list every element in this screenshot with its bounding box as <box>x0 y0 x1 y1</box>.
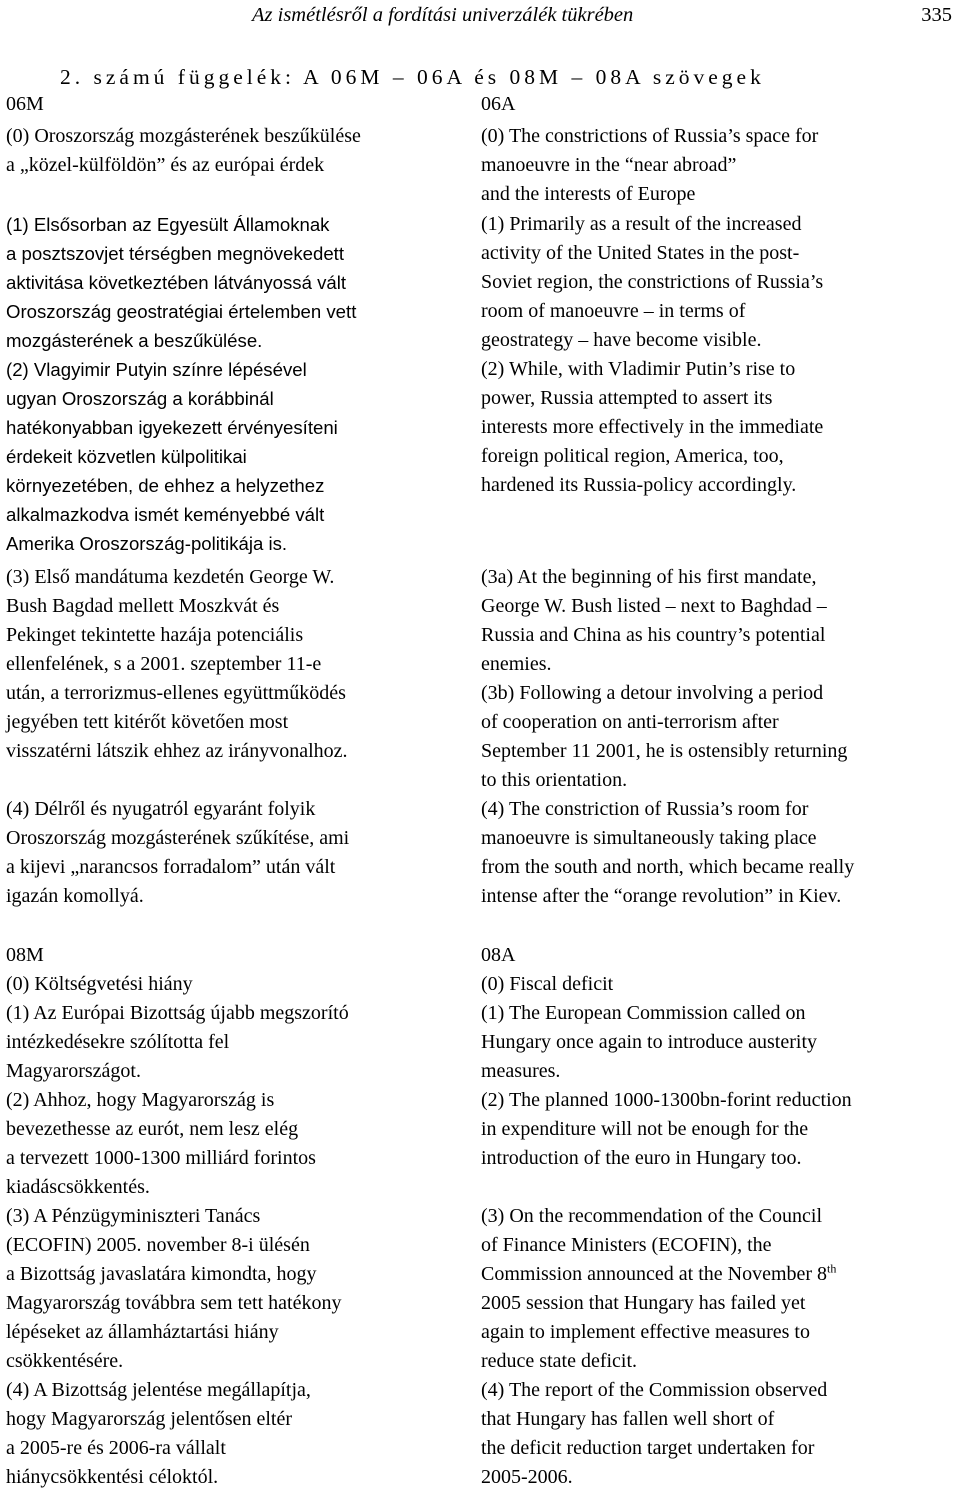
right-text-line <box>481 970 613 999</box>
right-text-line <box>481 592 827 621</box>
left-text-line <box>6 1115 298 1144</box>
right-line-text: (3b) Following a detour involving a period <box>481 682 824 704</box>
left-text-line <box>6 90 44 119</box>
left-text-line <box>6 1405 292 1434</box>
right-line-text: from the south and north, which became really <box>481 856 855 878</box>
right-text-line <box>481 413 823 442</box>
right-text-line <box>481 1289 805 1318</box>
right-line-text: 08A <box>481 944 516 966</box>
left-line-text: után, a terrorizmus-ellenes együttműködés <box>6 682 346 704</box>
left-text-line <box>6 882 144 911</box>
left-line-text: érdekeit közvetlen külpolitikai <box>6 446 247 467</box>
right-text-line <box>481 1057 560 1086</box>
right-text-line <box>481 1347 637 1376</box>
left-line-text: a Bizottság javaslatára kimondta, hogy <box>6 1263 317 1285</box>
left-line-text: (2) Vlagyimir Putyin színre lépésével <box>6 359 307 380</box>
left-line-text: (3) Első mandátuma kezdetén George W. <box>6 566 335 588</box>
running-header <box>252 2 952 28</box>
left-text-line <box>6 1434 226 1463</box>
superscript-ordinal: th <box>827 1261 837 1276</box>
right-line-text: activity of the United States in the post- <box>481 242 800 264</box>
left-line-text: Magyarországot. <box>6 1060 141 1082</box>
left-line-text: (1) Az Európai Bizottság újabb megszorító <box>6 1002 349 1024</box>
left-text-line <box>6 941 44 970</box>
right-line-text: room of manoeuvre – in terms of <box>481 300 746 322</box>
right-line-text: 06A <box>481 93 516 115</box>
left-text-line <box>6 1347 123 1376</box>
right-text-line <box>481 326 761 355</box>
right-text-line <box>481 1376 827 1405</box>
right-text-line <box>481 384 772 413</box>
right-text-line <box>481 1318 810 1347</box>
left-text-line <box>6 999 349 1028</box>
left-text-line <box>6 737 348 766</box>
right-text-line <box>481 650 552 679</box>
right-line-text: (2) While, with Vladimir Putin’s rise to <box>481 358 796 380</box>
left-line-text: bevezethesse az eurót, nem lesz elég <box>6 1118 299 1140</box>
left-line-text: csökkentésére. <box>6 1350 124 1372</box>
left-line-text: (0) Költségvetési hiány <box>6 973 193 995</box>
left-line-text: Oroszország geostratégiai értelemben vett <box>6 301 357 322</box>
left-text-line <box>6 1376 311 1405</box>
right-line-text: introduction of the euro in Hungary too. <box>481 1147 802 1169</box>
left-text-line <box>6 1289 341 1318</box>
right-line-text: (4) The report of the Commission observed <box>481 1379 828 1401</box>
left-text-line <box>6 1173 150 1202</box>
left-text-line <box>6 239 344 268</box>
right-text-line <box>481 999 806 1028</box>
right-line-text: (0) Fiscal deficit <box>481 973 614 995</box>
left-line-text: Bush Bagdad mellett Moszkvát és <box>6 595 280 617</box>
left-line-text: (0) Oroszország mozgásterének beszűkülése <box>6 125 361 147</box>
left-line-text: (2) Ahhoz, hogy Magyarország is <box>6 1089 275 1111</box>
left-text-line <box>6 151 324 180</box>
right-line-text: manoeuvre is simultaneously taking place <box>481 827 817 849</box>
left-text-line <box>6 1231 310 1260</box>
right-line-text: 2005 session that Hungary has failed yet <box>481 1292 806 1314</box>
left-text-line <box>6 592 279 621</box>
right-text-line <box>481 1202 822 1231</box>
running-title: Az ismétlésről a fordítási univerzálék tükrében <box>252 4 634 26</box>
right-text-line <box>481 1115 808 1144</box>
left-text-line <box>6 1260 316 1289</box>
right-text-line <box>481 1086 852 1115</box>
right-line-text: interests more effectively in the immediate <box>481 416 824 438</box>
right-line-text: manoeuvre in the “near abroad” <box>481 154 737 176</box>
right-text-line <box>481 239 799 268</box>
left-text-line <box>6 708 288 737</box>
left-line-text: a „közel-külföldön” és az európai érdek <box>6 154 325 176</box>
right-text-line <box>481 122 818 151</box>
right-line-text: and the interests of Europe <box>481 183 696 205</box>
left-line-text: visszatérni látszik ehhez az irányvonalhoz. <box>6 740 348 762</box>
right-text-line <box>481 708 779 737</box>
right-line-text: George W. Bush listed – next to Baghdad – <box>481 595 827 617</box>
right-text-line <box>481 1231 772 1260</box>
right-text-line <box>481 882 841 911</box>
right-line-text: reduce state deficit. <box>481 1350 638 1372</box>
right-text-line <box>481 1144 802 1173</box>
left-line-text: ugyan Oroszország a korábbinál <box>6 388 274 409</box>
right-text-line <box>481 297 745 326</box>
left-line-text: hiánycsökkentési céloktól. <box>6 1466 219 1488</box>
left-line-text: (4) A Bizottság jelentése megállapítja, <box>6 1379 311 1401</box>
right-text-line <box>481 766 627 795</box>
right-line-text: (1) The European Commission called on <box>481 1002 806 1024</box>
right-line-text: to this orientation. <box>481 769 628 791</box>
right-line-text: Commission announced at the November 8 <box>481 1263 828 1285</box>
left-text-line <box>6 384 274 413</box>
right-text-line <box>481 853 854 882</box>
left-text-line <box>6 970 193 999</box>
right-line-text: (0) The constrictions of Russia’s space for <box>481 125 819 147</box>
left-line-text: környezetében, de ehhez a helyzethez <box>6 475 325 496</box>
right-text-line <box>481 1463 573 1492</box>
left-line-text: a posztszovjet térségben megnövekedett <box>6 243 344 264</box>
left-line-text: jegyében tett kitérőt követően most <box>6 711 289 733</box>
right-line-text: in expenditure will not be enough for the <box>481 1118 809 1140</box>
left-line-text: aktivitása következtében látványossá vált <box>6 272 347 293</box>
right-line-text: intense after the “orange revolution” in Kiev. <box>481 885 842 907</box>
right-line-text: (3) On the recommendation of the Council <box>481 1205 823 1227</box>
left-line-text: ellenfelének, s a 2001. szeptember 11-e <box>6 653 322 675</box>
left-line-text: intézkedésekre szólította fel <box>6 1031 230 1053</box>
right-line-text: foreign political region, America, too, <box>481 445 784 467</box>
right-line-text: measures. <box>481 1060 561 1082</box>
left-line-text: hatékonyabban igyekezett érvényesíteni <box>6 417 338 438</box>
left-line-text: kiadáscsökkentés. <box>6 1176 150 1198</box>
right-text-line <box>481 180 695 209</box>
left-line-text: mozgásterének a beszűkülése. <box>6 330 263 351</box>
left-text-line <box>6 1144 316 1173</box>
left-text-line <box>6 1463 218 1492</box>
left-text-line <box>6 621 303 650</box>
left-text-line <box>6 1057 141 1086</box>
left-text-line <box>6 529 287 558</box>
left-text-line <box>6 1318 279 1347</box>
appendix-title: 2. számú függelék: A 06M – 06A és 08M – 08A szövegek <box>60 65 765 89</box>
left-line-text: Amerika Oroszország-politikája is. <box>6 533 288 554</box>
right-line-text: power, Russia attempted to assert its <box>481 387 773 409</box>
left-line-text: Oroszország mozgásterének szűkítése, ami <box>6 827 350 849</box>
left-text-line <box>6 853 335 882</box>
left-line-text: a kijevi „narancsos forradalom” után vált <box>6 856 336 878</box>
left-text-line <box>6 210 329 239</box>
right-line-text: 2005-2006. <box>481 1466 573 1488</box>
left-line-text: (3) A Pénzügyminiszteri Tanács <box>6 1205 261 1227</box>
right-text-line <box>481 1260 836 1289</box>
left-text-line <box>6 297 356 326</box>
left-text-line <box>6 122 361 151</box>
right-line-text: hardened its Russia-policy accordingly. <box>481 474 797 496</box>
left-text-line <box>6 824 349 853</box>
right-line-text: Soviet region, the constrictions of Russia’s <box>481 271 824 293</box>
right-text-line <box>481 563 816 592</box>
left-text-line <box>6 795 315 824</box>
right-line-text: (1) Primarily as a result of the increased <box>481 213 802 235</box>
right-text-line <box>481 737 847 766</box>
left-text-line <box>6 355 307 384</box>
right-line-text: enemies. <box>481 653 552 675</box>
left-line-text: Pekinget tekintette hazája potenciális <box>6 624 304 646</box>
right-line-text: geostrategy – have become visible. <box>481 329 762 351</box>
right-line-text: that Hungary has fallen well short of <box>481 1408 775 1430</box>
right-text-line <box>481 1434 814 1463</box>
right-line-text: of Finance Ministers (ECOFIN), the <box>481 1234 772 1256</box>
right-line-text: Hungary once again to introduce austerity <box>481 1031 817 1053</box>
left-text-line <box>6 1086 274 1115</box>
left-text-line <box>6 1028 229 1057</box>
right-line-text: Russia and China as his country’s potential <box>481 624 826 646</box>
right-text-line <box>481 90 515 119</box>
left-line-text: (ECOFIN) 2005. november 8-i ülésén <box>6 1234 310 1256</box>
right-text-line <box>481 210 801 239</box>
right-text-line <box>481 795 808 824</box>
left-text-line <box>6 326 262 355</box>
right-text-line <box>481 471 796 500</box>
left-line-text: 08M <box>6 944 44 966</box>
right-text-line <box>481 621 825 650</box>
right-line-text: (4) The constriction of Russia’s room for <box>481 798 809 820</box>
right-text-line <box>481 268 823 297</box>
left-line-text: igazán komollyá. <box>6 885 144 907</box>
left-text-line <box>6 471 324 500</box>
right-line-text: September 11 2001, he is ostensibly returning <box>481 740 848 762</box>
left-line-text: Magyarország továbbra sem tett hatékony <box>6 1292 342 1314</box>
right-line-text: (3a) At the beginning of his first mandate, <box>481 566 817 588</box>
left-text-line <box>6 500 324 529</box>
right-text-line <box>481 442 784 471</box>
right-text-line <box>481 355 795 384</box>
left-text-line <box>6 650 321 679</box>
left-text-line <box>6 563 334 592</box>
left-line-text: (4) Délről és nyugatról egyaránt folyik <box>6 798 316 820</box>
right-text-line <box>481 1028 817 1057</box>
right-line-text: again to implement effective measures to <box>481 1321 810 1343</box>
right-text-line <box>481 679 823 708</box>
left-text-line <box>6 413 338 442</box>
left-line-text: 06M <box>6 93 44 115</box>
left-line-text: lépéseket az államháztartási hiány <box>6 1321 279 1343</box>
right-text-line <box>481 151 736 180</box>
left-line-text: (1) Elsősorban az Egyesült Államoknak <box>6 214 330 235</box>
page-number: 335 <box>921 4 952 26</box>
left-line-text: a 2005-re és 2006-ra vállalt <box>6 1437 226 1459</box>
left-line-text: a tervezett 1000-1300 milliárd forintos <box>6 1147 316 1169</box>
right-text-line <box>481 1405 774 1434</box>
right-line-text: (2) The planned 1000-1300bn-forint reduction <box>481 1089 852 1111</box>
left-line-text: hogy Magyarország jelentősen eltér <box>6 1408 293 1430</box>
right-text-line <box>481 941 515 970</box>
left-text-line <box>6 268 346 297</box>
left-text-line <box>6 1202 260 1231</box>
left-text-line <box>6 679 346 708</box>
right-line-text: the deficit reduction target undertaken for <box>481 1437 815 1459</box>
left-line-text: alkalmazkodva ismét keményebbé vált <box>6 504 325 525</box>
right-line-text: of cooperation on anti-terrorism after <box>481 711 779 733</box>
left-text-line <box>6 442 247 471</box>
right-text-line <box>481 824 816 853</box>
